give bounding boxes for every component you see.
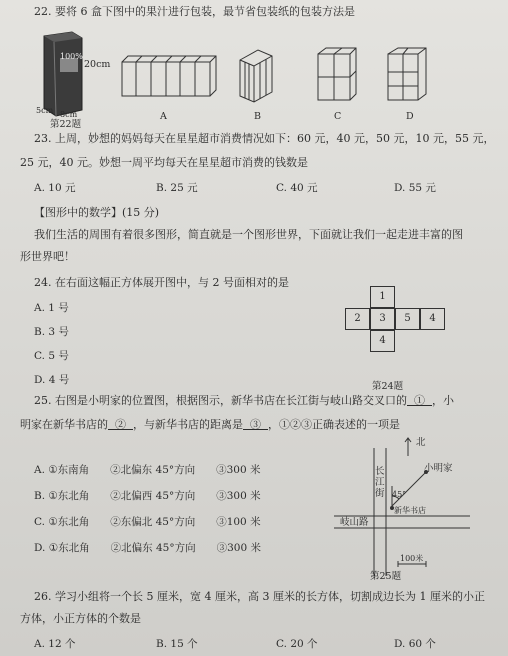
map-road-label: 岐山路 <box>340 517 369 528</box>
q25-blank-3 <box>243 418 268 431</box>
q24-option-d: D. 4 号 <box>34 374 70 386</box>
section-title: 【图形中的数学】(15 分) <box>34 206 160 219</box>
q26-option-b: B. 15 个 <box>156 638 198 650</box>
juice-box-figure <box>36 28 111 130</box>
q25-line1 <box>34 394 454 408</box>
box-brand: 100% <box>60 52 83 61</box>
q24-option-c: C. 5 号 <box>34 350 69 362</box>
q24-text: 24. 在右面这幅正方体展开图中，与 2 号面相对的是 <box>34 276 289 289</box>
map-home-label: 小明家 <box>424 463 453 474</box>
q22-option-a: A <box>160 111 167 122</box>
q23-line1: 23. 上周，妙想的妈妈每天在星星超市消费情况如下：60 元，40 元，50 元，10 元，55 元， <box>34 132 495 145</box>
q25-line2 <box>20 418 400 432</box>
q25-line2-end: ，①②③正确表述的一项是 <box>268 418 400 431</box>
q25-option-c: C. ①东北角 ②东偏北 45°方向 ③100 米 <box>34 516 261 528</box>
q25-blank-2 <box>108 418 133 431</box>
q25-blank-2-label: ② <box>115 418 126 431</box>
q25-line2-mid: ，与新华书店的距离是 <box>133 418 243 431</box>
q22-option-d: D <box>406 111 414 122</box>
map-angle-label: 45° <box>392 490 407 499</box>
q24-option-a: A. 1 号 <box>34 302 69 314</box>
q23-option-a: A. 10 元 <box>34 182 76 194</box>
net-face-4-bottom: 4 <box>370 330 395 352</box>
dim-height: 20cm <box>84 59 111 70</box>
q23-option-d: D. 55 元 <box>394 182 436 194</box>
q25-line1-text: 25. 右图是小明家的位置图，根据图示，新华书店在长江街与岐山路交叉口的 <box>34 394 407 407</box>
q26-option-a: A. 12 个 <box>34 638 76 650</box>
net-face-4-right: 4 <box>420 308 445 330</box>
map-north-label: 北 <box>416 437 426 448</box>
dim-depth: 8cm <box>60 110 78 119</box>
package-d-figure <box>384 44 430 106</box>
q25-line1-end: ，小 <box>432 394 454 407</box>
map-street-label: 长江街 <box>375 466 385 499</box>
q26-line2: 方体，小正方体的个数是 <box>20 612 141 625</box>
q24-option-b: B. 3 号 <box>34 326 69 338</box>
q23-option-b: B. 25 元 <box>156 182 198 194</box>
q25-line2-text: 明家在新华书店的 <box>20 418 108 431</box>
package-c-figure <box>314 44 360 106</box>
q26-option-c: C. 20 个 <box>276 638 318 650</box>
q26-option-d: D. 60 个 <box>394 638 436 650</box>
q23-option-c: C. 40 元 <box>276 182 318 194</box>
net-face-3: 3 <box>370 308 395 330</box>
q22-option-b: B <box>254 111 261 122</box>
q25-blank-1 <box>407 394 432 407</box>
net-face-5: 5 <box>395 308 420 330</box>
net-face-1: 1 <box>370 286 395 308</box>
q22-option-c: C <box>334 111 342 122</box>
q25-option-a: A. ①东南角 ②北偏东 45°方向 ③300 米 <box>34 464 261 476</box>
q23-line2: 25 元，40 元。妙想一周平均每天在星星超市消费的钱数是 <box>20 156 308 169</box>
q26-line1: 26. 学习小组将一个长 5 厘米，宽 4 厘米，高 3 厘米的长方体，切割成边长为 1 厘米的小正 <box>34 590 485 603</box>
q22-text: 22. 要将 6 盒下图中的果汁进行包装，最节省包装纸的包装方法是 <box>34 5 355 18</box>
section-intro-line2: 形世界吧！ <box>20 250 75 263</box>
q24-caption: 第24题 <box>372 381 404 392</box>
package-a-figure <box>120 52 216 102</box>
cube-net-figure <box>345 286 455 376</box>
net-face-2: 2 <box>345 308 370 330</box>
section-intro-line1: 我们生活的周围有着很多图形，简直就是一个图形世界，下面就让我们一起走进丰富的图 <box>34 228 463 241</box>
map-store-label: 新华书店 <box>394 506 426 515</box>
q25-blank-1-label: ① <box>414 394 425 407</box>
map-scale-label: 100米 <box>400 554 424 563</box>
location-map <box>330 436 480 586</box>
q25-option-b: B. ①东北角 ②北偏西 45°方向 ③300 米 <box>34 490 261 502</box>
q22-caption: 第22题 <box>50 119 82 130</box>
q25-blank-3-label: ③ <box>250 418 261 431</box>
dim-width: 5cm <box>36 106 54 115</box>
package-b-figure <box>236 46 276 106</box>
map-caption: 第25题 <box>370 571 402 582</box>
q25-option-d: D. ①东北角 ②北偏东 45°方向 ③300 米 <box>34 542 261 554</box>
